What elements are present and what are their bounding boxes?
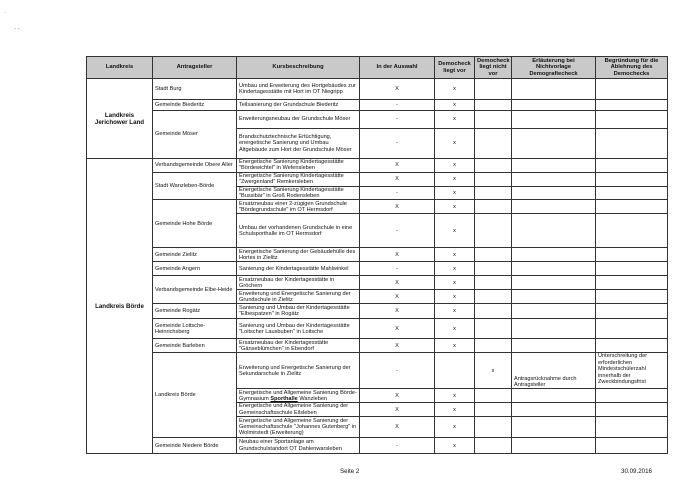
kurs-cell: Neubau einer Sportanlage am Grundschulstandort OT Dahlenwarsleben: [237, 438, 360, 454]
kurs-cell: Sanierung und Umbau der Kindertagesstätte "Elbespatzen" in Rogätz: [237, 304, 360, 319]
auswahl-cell: -: [360, 214, 435, 248]
erlaeuterung-cell: [512, 403, 596, 417]
col-in-der-auswahl: In der Auswahl: [360, 57, 435, 79]
kurs-cell: Energetische Sanierung Kindertagesstätte "Bussibär" in Groß Rodensleben: [237, 186, 360, 200]
kurs-cell: Energetische Sanierung der Gebäudehülle des Hortes in Zielitz: [237, 248, 360, 262]
table-row: [87, 172, 668, 186]
antragsteller-cell: Gemeinde Angern: [153, 262, 237, 276]
auswahl-cell: X: [360, 304, 435, 319]
col-democheck-vor: Democheck liegt vor: [435, 57, 475, 79]
begruendung-cell: [596, 290, 668, 304]
auswahl-cell: -: [360, 100, 435, 111]
table-row: [87, 276, 668, 290]
democheck-nicht-cell: [475, 389, 512, 403]
auswahl-cell: -: [360, 353, 435, 389]
erlaeuterung-cell: [512, 290, 596, 304]
erlaeuterung-cell: [512, 129, 596, 159]
auswahl-cell: X: [360, 276, 435, 290]
scan-mark: - -: [14, 26, 20, 32]
begruendung-cell: [596, 248, 668, 262]
erlaeuterung-cell: [512, 304, 596, 319]
begruendung-cell: [596, 200, 668, 214]
table-row: [87, 79, 668, 100]
erlaeuterung-cell: [512, 186, 596, 200]
kurs-cell: Erweiterungsneubau der Grundschule Möser: [237, 111, 360, 129]
auswahl-cell: X: [360, 403, 435, 417]
kurs-text: Energetische und Allgemeine Sanierung Börde-Gymnasium Sporthalle Wanzleben: [239, 389, 357, 402]
auswahl-cell: X: [360, 200, 435, 214]
democheck-vor-cell: x: [435, 248, 475, 262]
democheck-nicht-cell: [475, 262, 512, 276]
funding-table: [86, 56, 668, 454]
document-date: 30.09.2016: [621, 468, 652, 475]
erlaeuterung-cell: [512, 276, 596, 290]
page-number: Seite 2: [340, 468, 360, 475]
table-row: [87, 248, 668, 262]
table-row: [87, 304, 668, 319]
erlaeuterung-cell: Antragsrücknahme durch Antragsteller: [512, 353, 596, 389]
democheck-vor-cell: x: [435, 417, 475, 438]
democheck-nicht-cell: [475, 403, 512, 417]
kurs-cell: Ersatzneubau der Kindertagesstätte "Gänseblümchen" in Ebendorf: [237, 339, 360, 353]
auswahl-cell: -: [360, 262, 435, 276]
democheck-vor-cell: x: [435, 129, 475, 159]
erlaeuterung-cell: [512, 79, 596, 100]
kurs-cell: Energetische und Allgemeine Sanierung der Gemeinschaftsschule "Johannes Gutenberg" in Wolmirstedt (Erweiterung): [237, 417, 360, 438]
auswahl-cell: X: [360, 319, 435, 339]
erlaeuterung-cell: [512, 214, 596, 248]
begruendung-cell: [596, 417, 668, 438]
democheck-vor-cell: x: [435, 438, 475, 454]
erlaeuterung-cell: [512, 339, 596, 353]
democheck-vor-cell: x: [435, 319, 475, 339]
democheck-vor-cell: x: [435, 79, 475, 100]
auswahl-cell: X: [360, 417, 435, 438]
kurs-cell: [237, 389, 360, 403]
antragsteller-cell: Stadt Wanzleben-Börde: [153, 172, 237, 200]
table-row: [87, 100, 668, 111]
antragsteller-cell: Stadt Burg: [153, 79, 237, 100]
erlaeuterung-cell: [512, 248, 596, 262]
begruendung-cell: [596, 111, 668, 129]
kurs-cell: Teilsanierung der Grundschule Biederitz: [237, 100, 360, 111]
democheck-vor-cell: x: [435, 339, 475, 353]
table-row: [87, 339, 668, 353]
democheck-nicht-cell: [475, 111, 512, 129]
kurs-cell: Sanierung der Kindertagesstätte Mahlwinkel: [237, 262, 360, 276]
begruendung-cell: [596, 276, 668, 290]
kurs-cell: Ersatzneubau einer 2-zügigen Grundschule "Bördegrundschule" im OT Hermsdorf: [237, 200, 360, 214]
col-democheck-nicht-vor: Democheck liegt nicht vor: [475, 57, 512, 79]
antragsteller-cell: Verbandsgemeinde Obere Aller: [153, 159, 237, 173]
democheck-nicht-cell: [475, 339, 512, 353]
auswahl-cell: X: [360, 339, 435, 353]
col-erlaeuterung: Erläuterung bei Nichtvorlage Demografiecheck: [512, 57, 596, 79]
kurs-cell: Brandschutztechnische Ertüchtigung, energetische Sanierung und Umbau Altgebäude zum Hort der Grundschule Möser: [237, 129, 360, 159]
auswahl-cell: -: [360, 129, 435, 159]
democheck-nicht-cell: x: [475, 353, 512, 389]
auswahl-cell: X: [360, 389, 435, 403]
erlaeuterung-cell: [512, 262, 596, 276]
democheck-nicht-cell: [475, 290, 512, 304]
auswahl-cell: -: [360, 438, 435, 454]
democheck-nicht-cell: [475, 186, 512, 200]
begruendung-cell: [596, 100, 668, 111]
table-row: [87, 319, 668, 339]
auswahl-cell: X: [360, 79, 435, 100]
kurs-cell: Energetische Sanierung Kindertagesstätte "Zwergenland" Remkersleben: [237, 172, 360, 186]
table-row: [87, 111, 668, 129]
antragsteller-cell: Gemeinde Möser: [153, 111, 237, 159]
landkreis-cell: Landkreis Börde: [87, 159, 153, 454]
auswahl-cell: X: [360, 290, 435, 304]
erlaeuterung-cell: [512, 111, 596, 129]
auswahl-cell: -: [360, 111, 435, 129]
antragsteller-cell: Verbandsgemeinde Elbe-Heide: [153, 276, 237, 304]
democheck-nicht-cell: [475, 172, 512, 186]
table-row: [87, 438, 668, 454]
democheck-vor-cell: x: [435, 159, 475, 173]
begruendung-cell: [596, 304, 668, 319]
kurs-cell: Ersatzneubau der Kindertagesstätte in Gröchern: [237, 276, 360, 290]
kurs-cell: Erweiterung und Energetische Sanierung der Sekundarschule in Zielitz: [237, 353, 360, 389]
antragsteller-cell: Gemeinde Loitsche-Heinrichsberg: [153, 319, 237, 339]
table-row: [87, 262, 668, 276]
antragsteller-cell: Gemeinde Niedere Börde: [153, 438, 237, 454]
begruendung-cell: [596, 339, 668, 353]
kurs-cell: Energetische Sanierung Kindertagesstätte "Bördewichtel" in Wefensleben: [237, 159, 360, 173]
kurs-emphasis: Sporthalle: [270, 395, 298, 402]
kurs-cell: Umbau und Erweiterung des Hortgebäudes zur Kindertagesstätte mit Hort im OT Niegripp: [237, 79, 360, 100]
antragsteller-cell: Gemeinde Hohe Börde: [153, 200, 237, 248]
democheck-nicht-cell: [475, 276, 512, 290]
democheck-nicht-cell: [475, 159, 512, 173]
erlaeuterung-cell: [512, 438, 596, 454]
democheck-nicht-cell: [475, 100, 512, 111]
begruendung-cell: [596, 186, 668, 200]
landkreis-cell: Landkreis Jerichower Land: [87, 79, 153, 159]
democheck-vor-cell: x: [435, 186, 475, 200]
democheck-vor-cell: x: [435, 214, 475, 248]
democheck-nicht-cell: [475, 319, 512, 339]
table-row: [87, 200, 668, 214]
democheck-vor-cell: x: [435, 262, 475, 276]
kurs-cell: Erweiterung und Energetische Sanierung der Grundschule in Zielitz: [237, 290, 360, 304]
democheck-vor-cell: x: [435, 200, 475, 214]
scan-mark: ·: [4, 10, 6, 16]
democheck-vor-cell: x: [435, 304, 475, 319]
antragsteller-cell: Gemeinde Zielitz: [153, 248, 237, 262]
erlaeuterung-cell: [512, 100, 596, 111]
democheck-nicht-cell: [475, 214, 512, 248]
kurs-cell: Energetische und Allgemeine Sanierung der Gemeinschaftsschule Eilsleben: [237, 403, 360, 417]
erlaeuterung-cell: [512, 200, 596, 214]
begruendung-cell: [596, 319, 668, 339]
auswahl-cell: X: [360, 159, 435, 173]
begruendung-cell: [596, 79, 668, 100]
democheck-nicht-cell: [475, 248, 512, 262]
auswahl-cell: X: [360, 248, 435, 262]
democheck-nicht-cell: [475, 79, 512, 100]
col-landkreis: Landkreis: [87, 57, 153, 79]
democheck-vor-cell: x: [435, 172, 475, 186]
antragsteller-cell: Gemeinde Biederitz: [153, 100, 237, 111]
democheck-vor-cell: x: [435, 111, 475, 129]
begruendung-cell: Unterschreitung der erforderlichen Mindestschülerzahl innerhalb der Zweckbindungsfrist: [596, 353, 668, 389]
table-row: [87, 353, 668, 389]
begruendung-cell: [596, 262, 668, 276]
erlaeuterung-cell: [512, 389, 596, 403]
col-antragsteller: Antragsteller: [153, 57, 237, 79]
begruendung-cell: [596, 403, 668, 417]
erlaeuterung-cell: [512, 159, 596, 173]
democheck-nicht-cell: [475, 438, 512, 454]
begruendung-cell: [596, 214, 668, 248]
begruendung-cell: [596, 159, 668, 173]
begruendung-cell: [596, 389, 668, 403]
democheck-nicht-cell: [475, 304, 512, 319]
begruendung-cell: [596, 129, 668, 159]
antragsteller-cell: Gemeinde Barleben: [153, 339, 237, 353]
democheck-vor-cell: x: [435, 389, 475, 403]
democheck-vor-cell: x: [435, 403, 475, 417]
erlaeuterung-cell: [512, 319, 596, 339]
col-kursbeschreibung: Kursbeschreibung: [237, 57, 360, 79]
democheck-nicht-cell: [475, 129, 512, 159]
erlaeuterung-cell: [512, 417, 596, 438]
democheck-vor-cell: [435, 353, 475, 389]
erlaeuterung-cell: [512, 172, 596, 186]
col-begruendung: Begründung für die Ablehnung des Demochecks: [596, 57, 668, 79]
auswahl-cell: -: [360, 186, 435, 200]
democheck-vor-cell: x: [435, 100, 475, 111]
democheck-nicht-cell: [475, 417, 512, 438]
begruendung-cell: [596, 172, 668, 186]
democheck-vor-cell: x: [435, 276, 475, 290]
antragsteller-cell: Landkreis Börde: [153, 353, 237, 438]
table-row: [87, 159, 668, 173]
auswahl-cell: X: [360, 172, 435, 186]
header-row: [87, 57, 668, 79]
begruendung-cell: [596, 438, 668, 454]
kurs-cell: Sanierung und Umbau der Kindertagesstätte "Loitscher Lausbuben" in Loitsche: [237, 319, 360, 339]
democheck-nicht-cell: [475, 200, 512, 214]
democheck-vor-cell: x: [435, 290, 475, 304]
kurs-cell: Umbau der vorhandenen Grundschule in eine Schulsporthalle im OT Hermsdorf: [237, 214, 360, 248]
antragsteller-cell: Gemeinde Rogätz: [153, 304, 237, 319]
